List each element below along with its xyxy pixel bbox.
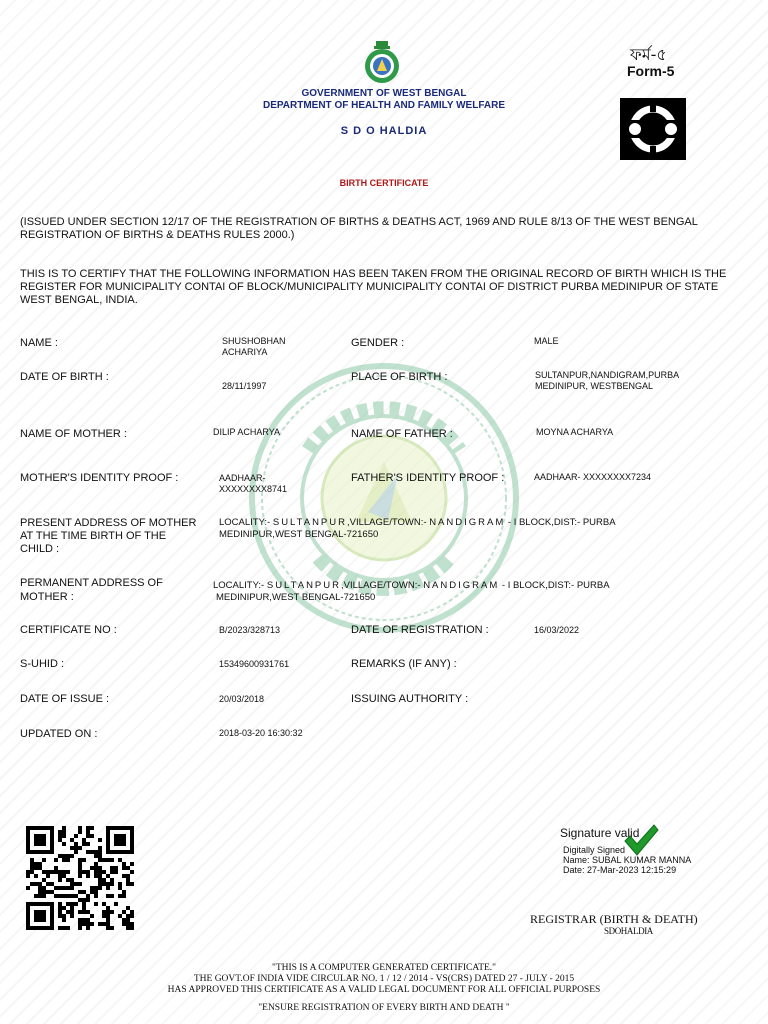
permanent-address-label-line2: MOTHER : <box>20 591 74 603</box>
gender-value: MALE <box>534 336 559 346</box>
footer-line-4: "ENSURE REGISTRATION OF EVERY BIRTH AND DEATH " <box>258 1003 510 1013</box>
signer-name: Name: SUBAL KUMAR MANNA <box>563 855 692 865</box>
updated-on-value: 2018-03-20 16:30:32 <box>219 728 303 738</box>
present-address-label-line3: CHILD : <box>20 543 60 555</box>
suhid-value: 15349600931761 <box>219 659 290 669</box>
office-name: S D O HALDIA <box>340 125 428 137</box>
certificate-no-label: CERTIFICATE NO : <box>20 624 117 636</box>
present-address-line2: MEDINIPUR,WEST BENGAL-721650 <box>219 529 379 540</box>
qr-code-icon[interactable] <box>26 826 134 930</box>
digitally-signed-text: Digitally Signed <box>563 845 626 855</box>
father-name-value: MOYNA ACHARYA <box>536 427 614 437</box>
registrar-office: SDOHALDIA <box>604 926 653 936</box>
remarks-label: REMARKS (IF ANY) : <box>351 658 457 670</box>
signature-date: Date: 27-Mar-2023 12:15:29 <box>563 865 677 875</box>
issuing-authority-label: ISSUING AUTHORITY : <box>351 693 469 705</box>
present-address-place: SULTANPUR <box>272 517 347 528</box>
permanent-address-town: NANDIGRAM <box>423 580 500 591</box>
certify-paragraph: THIS IS TO CERTIFY THAT THE FOLLOWING INFORMATION HAS BEEN TAKEN FROM THE ORIGINAL RECORD OF BIRTH WHICH IS THE REGISTER FOR MUNICIPALITY CONTAI OF BLOCK/MUNICIPALITY MUNICIPALITY CONTAI OF DISTRICT PURBA MEDINIPUR OF STATE WEST BENGAL, INDIA. <box>20 268 727 306</box>
present-address-line1 <box>219 517 616 528</box>
suhid-label: S-UHID : <box>20 658 64 670</box>
dob-label: DATE OF BIRTH : <box>20 371 109 383</box>
permanent-address-village-label: ,VILLAGE/TOWN:- <box>341 580 421 591</box>
present-address-village-label: ,VILLAGE/TOWN:- <box>347 517 427 528</box>
pob-value-line2: MEDINIPUR, WESTBENGAL <box>535 381 654 391</box>
green-check-icon <box>622 822 660 858</box>
form-number-bengali: ফর্ম-৫ <box>630 45 667 64</box>
issue-date-value: 20/03/2018 <box>219 694 265 704</box>
name-value-line1: SHUSHOBHAN <box>222 336 286 346</box>
permanent-address-label-line1: PERMANENT ADDRESS OF <box>20 577 163 589</box>
signature-valid-text: Signature valid <box>560 826 640 840</box>
footer-line-1: "THIS IS A COMPUTER GENERATED CERTIFICATE." <box>271 963 497 973</box>
name-value-line2: ACHARIYA <box>222 347 268 357</box>
certificate-title: BIRTH CERTIFICATE <box>339 178 429 188</box>
registrar-title: REGISTRAR (BIRTH & DEATH) <box>530 912 698 926</box>
permanent-address-line2: MEDINIPUR,WEST BENGAL-721650 <box>216 592 376 603</box>
footer-line-2: THE GOVT.OF INDIA VIDE CIRCULAR NO. 1 / 12 / 2014 - VS(CRS) DATED 27 - JULY - 2015 <box>193 974 575 984</box>
department-name: DEPARTMENT OF HEALTH AND FAMILY WELFARE <box>262 100 506 111</box>
gender-label: GENDER : <box>351 337 405 349</box>
present-address-label-line2: AT THE TIME BIRTH OF THE <box>20 530 167 542</box>
registration-date-label: DATE OF REGISTRATION : <box>351 624 489 636</box>
form-number: Form-5 <box>627 63 675 79</box>
father-identity-label: FATHER'S IDENTITY PROOF : <box>351 472 505 484</box>
government-name: GOVERNMENT OF WEST BENGAL <box>301 88 467 99</box>
permanent-address-line1 <box>213 580 610 591</box>
permanent-address-place: SULTANPUR <box>266 580 341 591</box>
certificate-no-value: B/2023/328713 <box>219 625 281 635</box>
pob-value-line1: SULTANPUR,NANDIGRAM,PURBA <box>535 370 680 380</box>
father-identity-value: AADHAAR- XXXXXXXX7234 <box>534 472 652 482</box>
mother-name-label: NAME OF MOTHER : <box>20 428 127 440</box>
west-bengal-emblem-icon <box>362 40 402 86</box>
mother-identity-line1: AADHAAR- <box>219 473 266 483</box>
mother-identity-label: MOTHER'S IDENTITY PROOF : <box>20 472 179 484</box>
name-label: NAME : <box>20 337 58 349</box>
present-address-block: - I BLOCK,DIST:- PURBA <box>507 517 616 528</box>
dob-value: 28/11/1997 <box>222 381 267 391</box>
mother-name-value: DILIP ACHARYA <box>213 427 281 437</box>
present-address-label-line1: PRESENT ADDRESS OF MOTHER <box>20 517 197 529</box>
registration-date-value: 16/03/2022 <box>534 625 580 635</box>
issue-date-label: DATE OF ISSUE : <box>20 693 110 705</box>
pob-label: PLACE OF BIRTH : <box>351 371 448 383</box>
footer-line-3: HAS APPROVED THIS CERTIFICATE AS A VALID LEGAL DOCUMENT FOR ALL OFFICIAL PURPOSES <box>167 985 601 995</box>
updated-on-label: UPDATED ON : <box>20 728 98 740</box>
permanent-address-block: - I BLOCK,DIST:- PURBA <box>501 580 610 591</box>
father-name-label: NAME OF FATHER : <box>351 428 453 440</box>
present-address-town: NANDIGRAM <box>429 517 506 528</box>
permanent-address-locality: LOCALITY:- <box>213 580 265 591</box>
present-address-locality: LOCALITY:- <box>219 517 271 528</box>
mother-identity-line2: XXXXXXXX8741 <box>219 484 288 494</box>
issued-under-paragraph: (ISSUED UNDER SECTION 12/17 OF THE REGISTRATION OF BIRTHS & DEATHS ACT, 1969 AND RULE 8/13 OF THE WEST BENGAL REGISTRATION OF BIRTHS & DEATHS RULES 2000.) <box>20 216 698 241</box>
biswa-bangla-logo-icon <box>620 98 686 160</box>
